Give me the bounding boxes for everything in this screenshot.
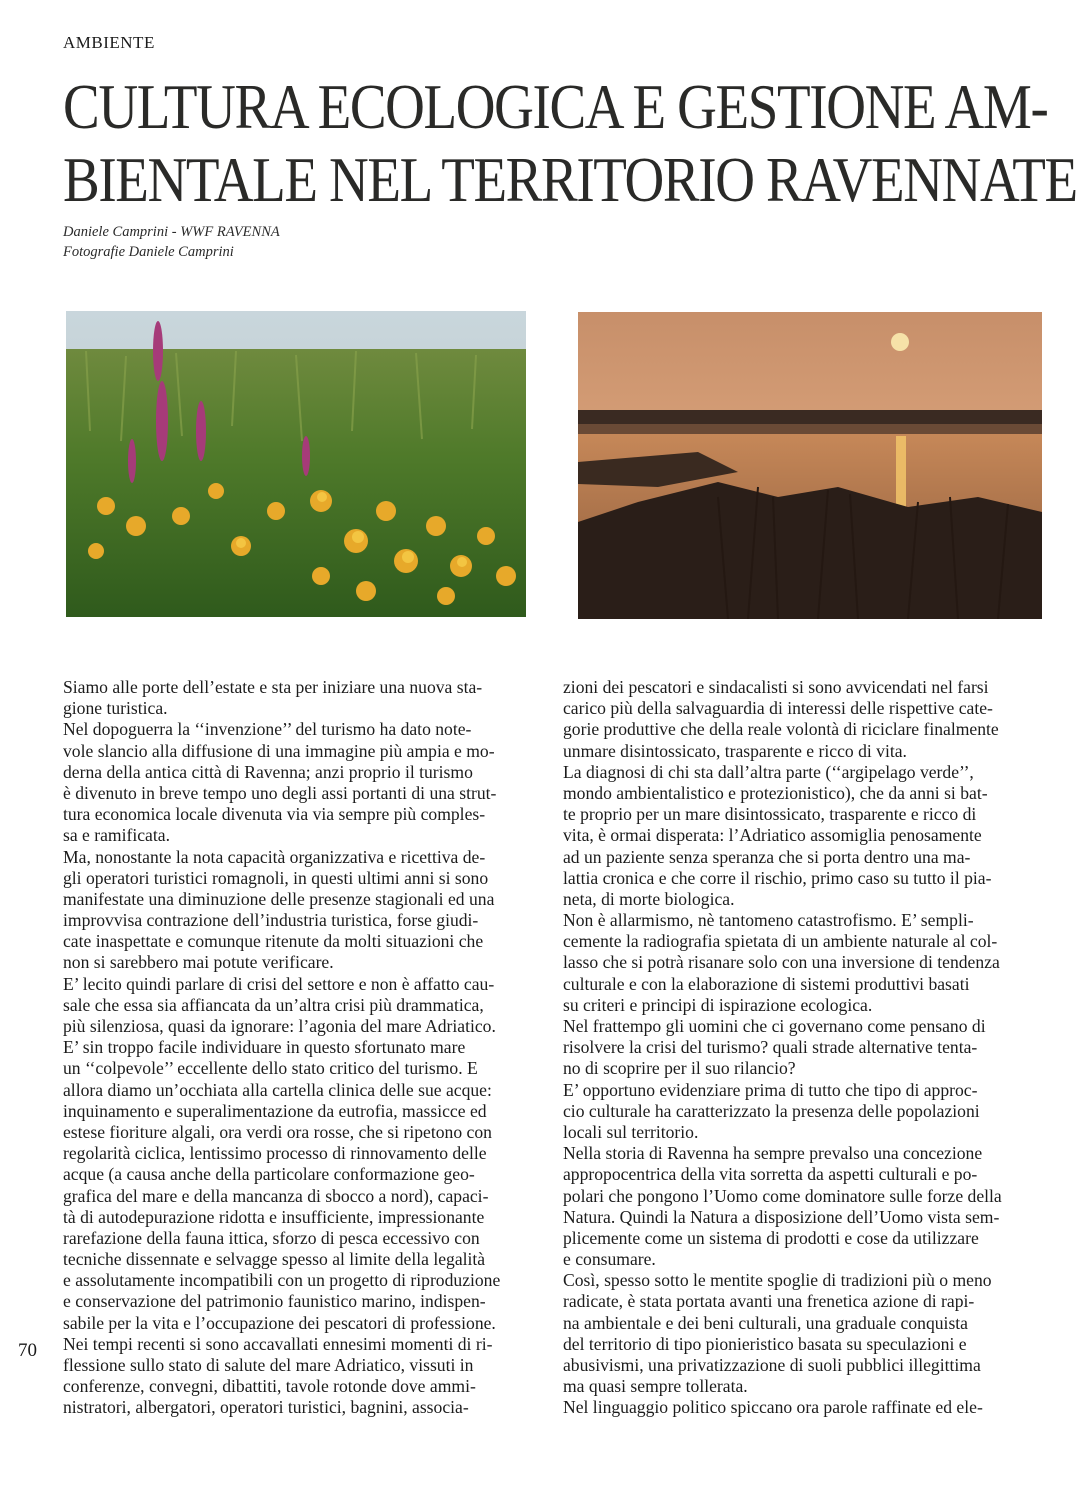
- article-title: [63, 70, 1077, 216]
- text-line: regolarità ciclica, lentissimo processo di rinnovamento delle: [63, 1143, 487, 1164]
- text-line: ma quasi sempre tollerata.: [563, 1376, 748, 1397]
- text-line: te proprio per un mare disintossicato, trasparente e ricco di: [563, 804, 977, 825]
- text-line: zioni dei pescatori e sindacalisti si sono avvicendati nel farsi: [563, 677, 989, 697]
- text-line: flessione sullo stato di salute del mare Adriatico, vissuti in: [63, 1355, 474, 1375]
- text-line: è divenuto in breve tempo uno degli assi portanti di una strut-: [63, 782, 497, 803]
- text-line: acque (a causa anche della particolare conformazione geo-: [63, 1164, 475, 1185]
- text-line: gione turistica.: [63, 698, 168, 719]
- text-line: locali sul territorio.: [563, 1121, 699, 1142]
- text-line: vole slancio alla diffusione di una immagine più ampia e mo-: [63, 740, 495, 761]
- byline: [63, 222, 280, 262]
- text-line: lasso che si potrà risanare solo con una inversione di tendenza: [563, 952, 1000, 973]
- text-line: E’ lecito quindi parlare di crisi del settore e non è affatto cau-: [63, 973, 495, 994]
- text-line: La diagnosi di chi sta dall’altra parte (‘‘argipelago verde’’,: [563, 761, 974, 782]
- title-line-2: BIENTALE NEL TERRITORIO RAVENNATE: [63, 144, 1077, 215]
- text-line: non si sarebbero mai potute verificare.: [63, 952, 334, 973]
- text-line: na ambientale e dei beni culturali, una graduale conquista: [563, 1312, 968, 1333]
- text-line: polari che pongono l’Uomo come dominatore sulle forze della: [563, 1185, 1002, 1206]
- text-line: E’ opportuno evidenziare prima di tutto che tipo di approc-: [563, 1079, 978, 1100]
- text-line: tecniche dissennate e selvagge spesso al limite della legalità: [63, 1249, 486, 1270]
- text-line: nistratori, albergatori, operatori turistici, bagnini, associa-: [63, 1397, 469, 1418]
- text-line: mondo ambientalistico e protezionistico), che da anni si bat-: [563, 782, 988, 803]
- text-line: tura economica locale divenuta via via sempre più comples-: [63, 804, 486, 825]
- photo-marsh-flowers: [66, 311, 526, 617]
- text-line: sa e ramificata.: [63, 825, 170, 846]
- text-line: più silenziosa, quasi da ignorare: l’agonia del mare Adriatico.: [63, 1016, 496, 1036]
- text-line: manifestate una diminuzione delle presenze stagionali ed una: [63, 888, 495, 909]
- photo-marsh-sunset: [578, 312, 1042, 619]
- text-line: derna della antica città di Ravenna; anzi proprio il turismo: [63, 761, 473, 782]
- article-column-left: [63, 677, 543, 1419]
- text-line: Nella storia di Ravenna ha sempre prevalso una concezione: [563, 1143, 983, 1164]
- text-line: tà di autodepurazione ridotta e insufficiente, impressionante: [63, 1206, 485, 1227]
- title-line-1: CULTURA ECOLOGICA E GESTIONE AM-: [63, 71, 1048, 142]
- text-line: su criteri e principi di ispirazione ecologica.: [563, 994, 873, 1015]
- text-line: improvvisa contrazione dell’industria turistica, forse giudi-: [63, 910, 479, 931]
- text-line: gorie produttive che della reale volontà di riciclare finalmente: [563, 719, 999, 740]
- text-line: Ma, nonostante la nota capacità organizzativa e ricettiva de-: [63, 846, 486, 867]
- text-line: e consumare.: [563, 1249, 656, 1270]
- text-line: Siamo alle porte dell’estate e sta per iniziare una nuova sta-: [63, 677, 483, 697]
- text-line: grafica del mare e della mancanza di sbocco a nord), capaci-: [63, 1185, 489, 1206]
- text-line: cemente la radiografia spietata di un ambiente naturale al col-: [563, 931, 998, 952]
- text-line: carico più della salvaguardia di interessi delle rispettive cate-: [563, 698, 993, 719]
- text-line: unmare disintossicato, trasparente e ricco di vita.: [563, 740, 907, 761]
- text-line: inquinamento e superalimentazione da eutrofia, massicce ed: [63, 1100, 487, 1121]
- text-line: rarefazione della fauna ittica, sforzo di pesca eccessivo con: [63, 1227, 480, 1248]
- text-line: risolvere la crisi del turismo? quali strade alternative tenta-: [563, 1037, 978, 1058]
- text-line: neta, di morte biologica.: [563, 888, 735, 909]
- text-line: Nel linguaggio politico spiccano ora parole raffinate ed ele-: [563, 1397, 983, 1418]
- text-line: Non è allarmismo, nè tantomeno catastrofismo. E’ sempli-: [563, 910, 974, 931]
- text-line: Natura. Quindi la Natura a disposizione dell’Uomo vista sem-: [563, 1206, 1000, 1227]
- text-line: Nei tempi recenti si sono accavallati ennesimi momenti di ri-: [63, 1333, 493, 1354]
- section-label: AMBIENTE: [63, 33, 155, 52]
- text-line: cate inaspettate e comunque ritenute da molti situazioni che: [63, 931, 484, 952]
- article-column-right: [563, 677, 1049, 1419]
- text-line: allora diamo un’occhiata alla cartella clinica delle sue acque:: [63, 1079, 492, 1100]
- text-line: no di scoprire per il suo rilancio?: [563, 1058, 796, 1079]
- text-line: lattia cronica e che corre il rischio, primo caso su tutto il pia-: [563, 867, 992, 888]
- page-number: 70: [18, 1340, 37, 1361]
- text-line: cio culturale ha caratterizzato la presenza delle popolazioni: [563, 1100, 980, 1121]
- text-line: Così, spesso sotto le mentite spoglie di tradizioni più o meno: [563, 1270, 992, 1291]
- text-line: sale che essa sia affiancata da un’altra crisi più drammatica,: [63, 994, 484, 1015]
- photo-credit: Fotografie Daniele Camprini: [63, 244, 234, 260]
- text-line: culturale e con la elaborazione di sistemi produttivi basati: [563, 973, 970, 994]
- text-line: Nel frattempo gli uomini che ci governano come pensano di: [563, 1016, 986, 1036]
- text-line: gli operatori turistici romagnoli, in questi ultimi anni si sono: [63, 867, 489, 888]
- text-line: estese fioriture algali, ora verdi ora rosse, che si ripetono con: [63, 1121, 492, 1142]
- text-line: conferenze, convegni, dibattiti, tavole rotonde dove ammi-: [63, 1376, 476, 1397]
- text-line: radicate, è stata portata avanti una frenetica azione di rapi-: [563, 1291, 975, 1312]
- text-line: un ‘‘colpevole’’ eccellente dello stato critico del turismo. E: [63, 1058, 478, 1079]
- text-line: e conservazione del patrimonio faunistico marino, indispen-: [63, 1291, 486, 1312]
- author-line: Daniele Camprini - WWF RAVENNA: [63, 224, 280, 240]
- text-line: plicemente come un sistema di prodotti e cose da utilizzare: [563, 1227, 979, 1248]
- text-line: abusivismi, una privatizzazione di suoli pubblici illegittima: [563, 1355, 981, 1375]
- text-line: del territorio di tipo pionieristico basata su speculazioni e: [563, 1333, 967, 1354]
- text-line: e assolutamente incompatibili con un progetto di riproduzione: [63, 1270, 501, 1291]
- text-line: appropocentrica della vita sorretta da aspetti culturali e po-: [563, 1164, 978, 1185]
- text-line: vita, è ormai disperata: l’Adriatico assomiglia penosamente: [563, 825, 982, 846]
- text-line: sabile per la vita e l’occupazione dei pescatori di professione.: [63, 1312, 496, 1333]
- text-line: Nel dopoguerra la ‘‘invenzione’’ del turismo ha dato note-: [63, 719, 472, 740]
- text-line: E’ sin troppo facile individuare in questo sfortunato mare: [63, 1037, 466, 1058]
- text-line: ad un paziente senza speranza che si porta dentro una ma-: [563, 846, 971, 867]
